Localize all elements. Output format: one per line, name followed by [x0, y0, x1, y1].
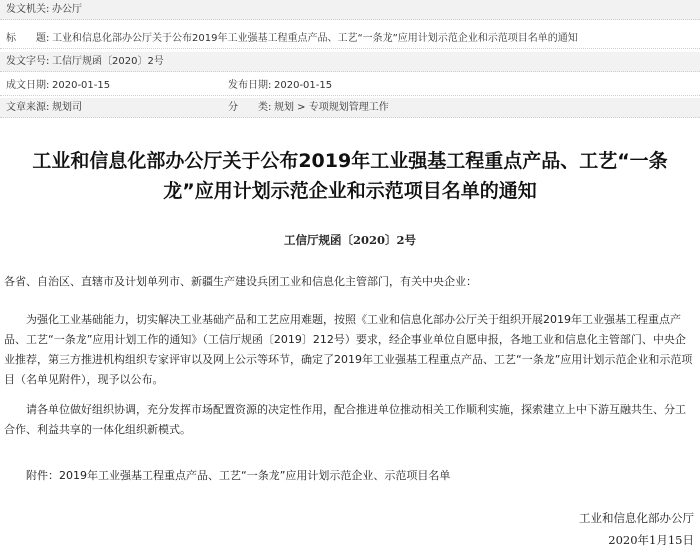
docno-label: 发文字号:	[6, 56, 50, 67]
source-value: 规划司	[52, 102, 82, 113]
created-value: 2020-01-15	[52, 80, 111, 91]
meta-row-source	[0, 98, 700, 118]
meta-row-subject	[0, 29, 700, 49]
issuer-value: 办公厅	[52, 4, 82, 15]
salutation: 各省、自治区、直辖市及计划单列市、新疆生产建设兵团工业和信息化主管部门，有关中央企业：	[4, 275, 477, 288]
signature-org: 工业和信息化部办公厅	[579, 511, 694, 525]
meta-row-issuer	[0, 0, 700, 20]
document-number: 工信厅规函〔2020〕2号	[283, 233, 416, 247]
signature-date: 2020年1月15日	[608, 533, 694, 547]
source-label: 文章来源:	[6, 102, 50, 113]
issuer-label: 发文机关:	[6, 4, 50, 15]
meta-row-dates	[0, 76, 700, 96]
subject-label: 标 题:	[6, 33, 50, 44]
subject-value: 工业和信息化部办公厅关于公布2019年工业强基工程重点产品、工艺“一条龙”应用计划示范企业和示范项目名单的通知	[52, 33, 578, 44]
document-title: 工业和信息化部办公厅关于公布2019年工业强基工程重点产品、工艺“一条龙”应用计划示范企业和示范项目名单的通知	[32, 150, 668, 202]
created-label: 成文日期:	[6, 80, 50, 91]
category-value[interactable]: 规划 > 专项规划管理工作	[274, 102, 389, 113]
meta-row-docno	[0, 52, 700, 72]
body-paragraph-1: 为强化工业基础能力，切实解决工业基础产品和工艺应用难题，按照《工业和信息化部办公厅关于组织开展2019年工业强基工程重点产品、工艺“一条龙”应用计划工作的通知》（工信厅规函〔2019〕212号）要求，经企事业单位自愿申报，各地工业和信息化主管部门、中央企业推荐，第三方推进机构组织专家评审以及网上公示等环节，确定了2019年工业强基工程重点产品、工艺“一条龙”应用计划示范企业和示范项目（名单见附件），现予以公布。	[4, 313, 693, 386]
body-paragraph-2: 请各单位做好组织协调，充分发挥市场配置资源的决定性作用，配合推进单位推动相关工作顺利实施，探索建立上中下游互融共生、分工合作、利益共享的一体化组织新模式。	[4, 403, 686, 436]
category-label: 分 类:	[228, 102, 272, 113]
published-value: 2020-01-15	[274, 80, 333, 91]
published-label: 发布日期:	[228, 80, 272, 91]
attachment-line[interactable]: 附件：2019年工业强基工程重点产品、工艺“一条龙”应用计划示范企业、示范项目名单	[26, 469, 451, 482]
docno-value: 工信厅规函〔2020〕2号	[52, 56, 164, 67]
